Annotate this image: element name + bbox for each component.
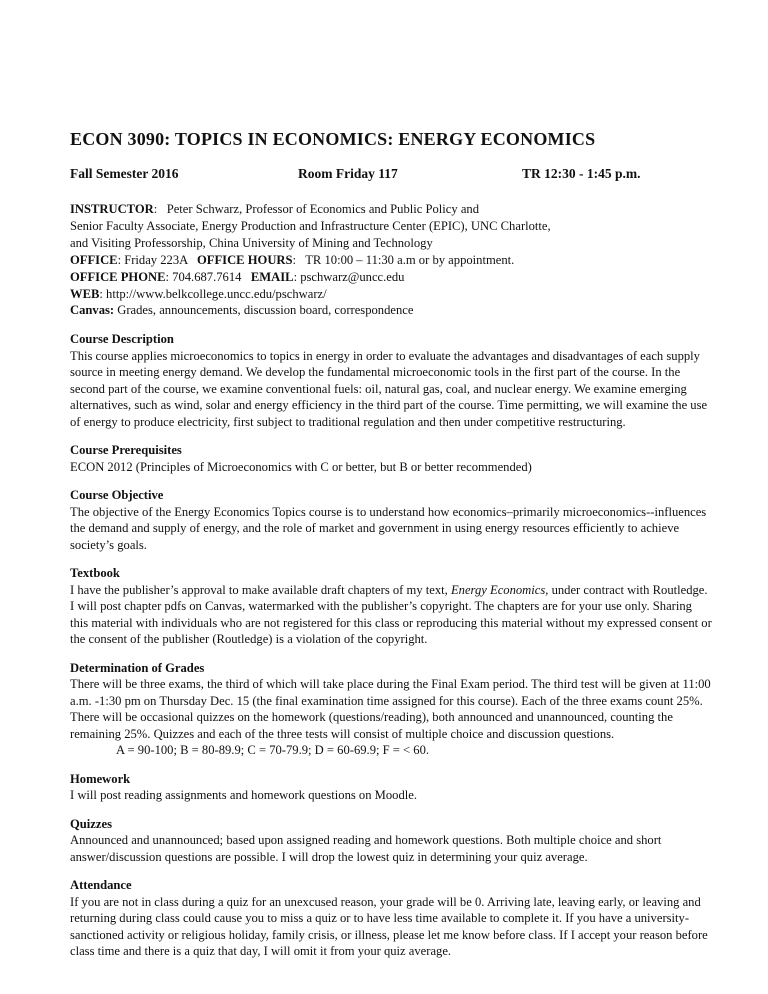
course-prerequisites-heading: Course Prerequisites xyxy=(70,443,182,458)
instructor-line xyxy=(70,269,712,286)
canvas-value: Grades, announcements, discussion board, correspondence xyxy=(114,303,414,318)
section-course-description xyxy=(70,331,712,430)
section-course-objective xyxy=(70,487,712,553)
grades-body xyxy=(70,676,712,759)
instructor-line xyxy=(70,286,712,303)
grades-heading: Determination of Grades xyxy=(70,660,205,675)
semester-label: Fall Semester 2016 xyxy=(70,166,179,181)
textbook-body xyxy=(70,582,712,648)
section-homework xyxy=(70,771,712,804)
attendance-heading: Attendance xyxy=(70,878,132,893)
textbook-intro: I have the publisher’s approval to make available draft chapters of my text, xyxy=(70,582,451,597)
office-hours-label: OFFICE HOURS xyxy=(197,252,293,267)
textbook-heading: Textbook xyxy=(70,566,120,581)
section-textbook xyxy=(70,565,712,648)
section-quizzes xyxy=(70,816,712,866)
quizzes-body: Announced and unannounced; based upon assigned reading and homework questions. Both multiple choice and short answer/discussion questions are possible. I will drop the lowest quiz in determining your quiz average. xyxy=(70,833,662,864)
course-description-heading: Course Description xyxy=(70,332,174,347)
office-hours-value: : TR 10:00 – 11:30 a.m or by appointment. xyxy=(292,252,515,267)
web-url: : http://www.belkcollege.uncc.edu/pschwarz/ xyxy=(99,286,327,301)
homework-body: I will post reading assignments and homework questions on Moodle. xyxy=(70,788,417,803)
grades-text: There will be three exams, the third of which will take place during the Final Exam period. The third test will be given at 11:00 a.m. -1:30 pm on Thursday Dec. 15 (the final examination time assigned for this course). Each of the three exams count 25%. There will be occasional quizzes on the homework (questions/reading), both announced and unannounced, counting the remaining 25%. Quizzes and each of the three tests will consist of multiple choice and discussion questions. xyxy=(70,677,711,741)
instructor-line: Senior Faculty Associate, Energy Production and Infrastructure Center (EPIC), UNC Charlotte, xyxy=(70,218,551,233)
course-meta-row xyxy=(70,166,712,184)
homework-heading: Homework xyxy=(70,771,131,786)
course-title: ECON 3090: TOPICS IN ECONOMICS: ENERGY ECONOMICS xyxy=(70,129,596,149)
quizzes-heading: Quizzes xyxy=(70,816,112,831)
instructor-block xyxy=(70,201,712,319)
section-attendance xyxy=(70,877,712,960)
course-objective-heading: Course Objective xyxy=(70,488,164,503)
office-phone-label: OFFICE PHONE xyxy=(70,269,166,284)
office-label: OFFICE xyxy=(70,252,118,267)
meeting-time-label: TR 12:30 - 1:45 p.m. xyxy=(522,166,641,181)
instructor-line xyxy=(70,302,712,319)
instructor-name: : Peter Schwarz, Professor of Economics and Public Policy and xyxy=(153,202,480,216)
office-phone-value: : 704.687.7614 xyxy=(165,269,251,284)
office-value: : Friday 223A xyxy=(117,252,197,267)
attendance-body: If you are not in class during a quiz for an unexcused reason, your grade will be 0. Arriving late, leaving early, or leaving and returning during class could cause you to miss a quiz or to have less time available to complete it. If you have a university-sanctioned activity or religious holiday, family crisis, or illness, please let me know before class. If I accept your reason before class time and there is a quiz that day, I will omit it from your quiz average. xyxy=(70,894,708,959)
course-description-body: This course applies microeconomics to topics in energy in order to evaluate the advantages and disadvantages of each supply source in meeting energy demand. We develop the fundamental microeconomic tools in the first part of the course. In the second part of the course, we examine conventional fuels: oil, natural gas, coal, and nuclear energy. We examine emerging alternatives, such as wind, solar and energy efficiency in the third part of the course. Time permitting, we will examine the use of energy to produce electricity, first subject to traditional regulation and then under competitive restructuring. xyxy=(70,348,708,429)
textbook-title: Energy Economics xyxy=(450,582,546,597)
email-label: EMAIL xyxy=(250,269,294,284)
grade-scale: A = 90-100; B = 80-89.9; C = 70-79.9; D = 60-69.9; F = < 60. xyxy=(116,743,430,758)
textbook-outro: , under contract with Routledge. I will post chapter pdfs on Canvas, watermarked with the publisher’s copyright. The chapters are for your use only. Sharing this material with individuals who are not registered for this class or reproducing this material without my expressed consent or the consent of the publisher (Routledge) is a violation of the copyright. xyxy=(70,582,712,647)
instructor-line: and Visiting Professorship, China University of Mining and Technology xyxy=(70,235,433,250)
section-course-prerequisites xyxy=(70,442,712,475)
room-label: Room Friday 117 xyxy=(298,166,398,181)
email-value: : pschwarz@uncc.edu xyxy=(293,269,405,284)
course-prerequisites-body: ECON 2012 (Principles of Microeconomics with C or better, but B or better recommended) xyxy=(70,459,532,474)
instructor-line xyxy=(70,201,712,218)
section-determination-of-grades xyxy=(70,660,712,759)
course-objective-body: The objective of the Energy Economics Topics course is to understand how economics–primarily microeconomics--influences the demand and supply of energy, and the role of market and government in using energy resources efficiently to achieve society’s goals. xyxy=(70,504,707,552)
web-label: WEB xyxy=(70,286,100,301)
instructor-line xyxy=(70,252,712,269)
canvas-label: Canvas: xyxy=(70,303,115,318)
instructor-label: INSTRUCTOR xyxy=(70,202,154,216)
